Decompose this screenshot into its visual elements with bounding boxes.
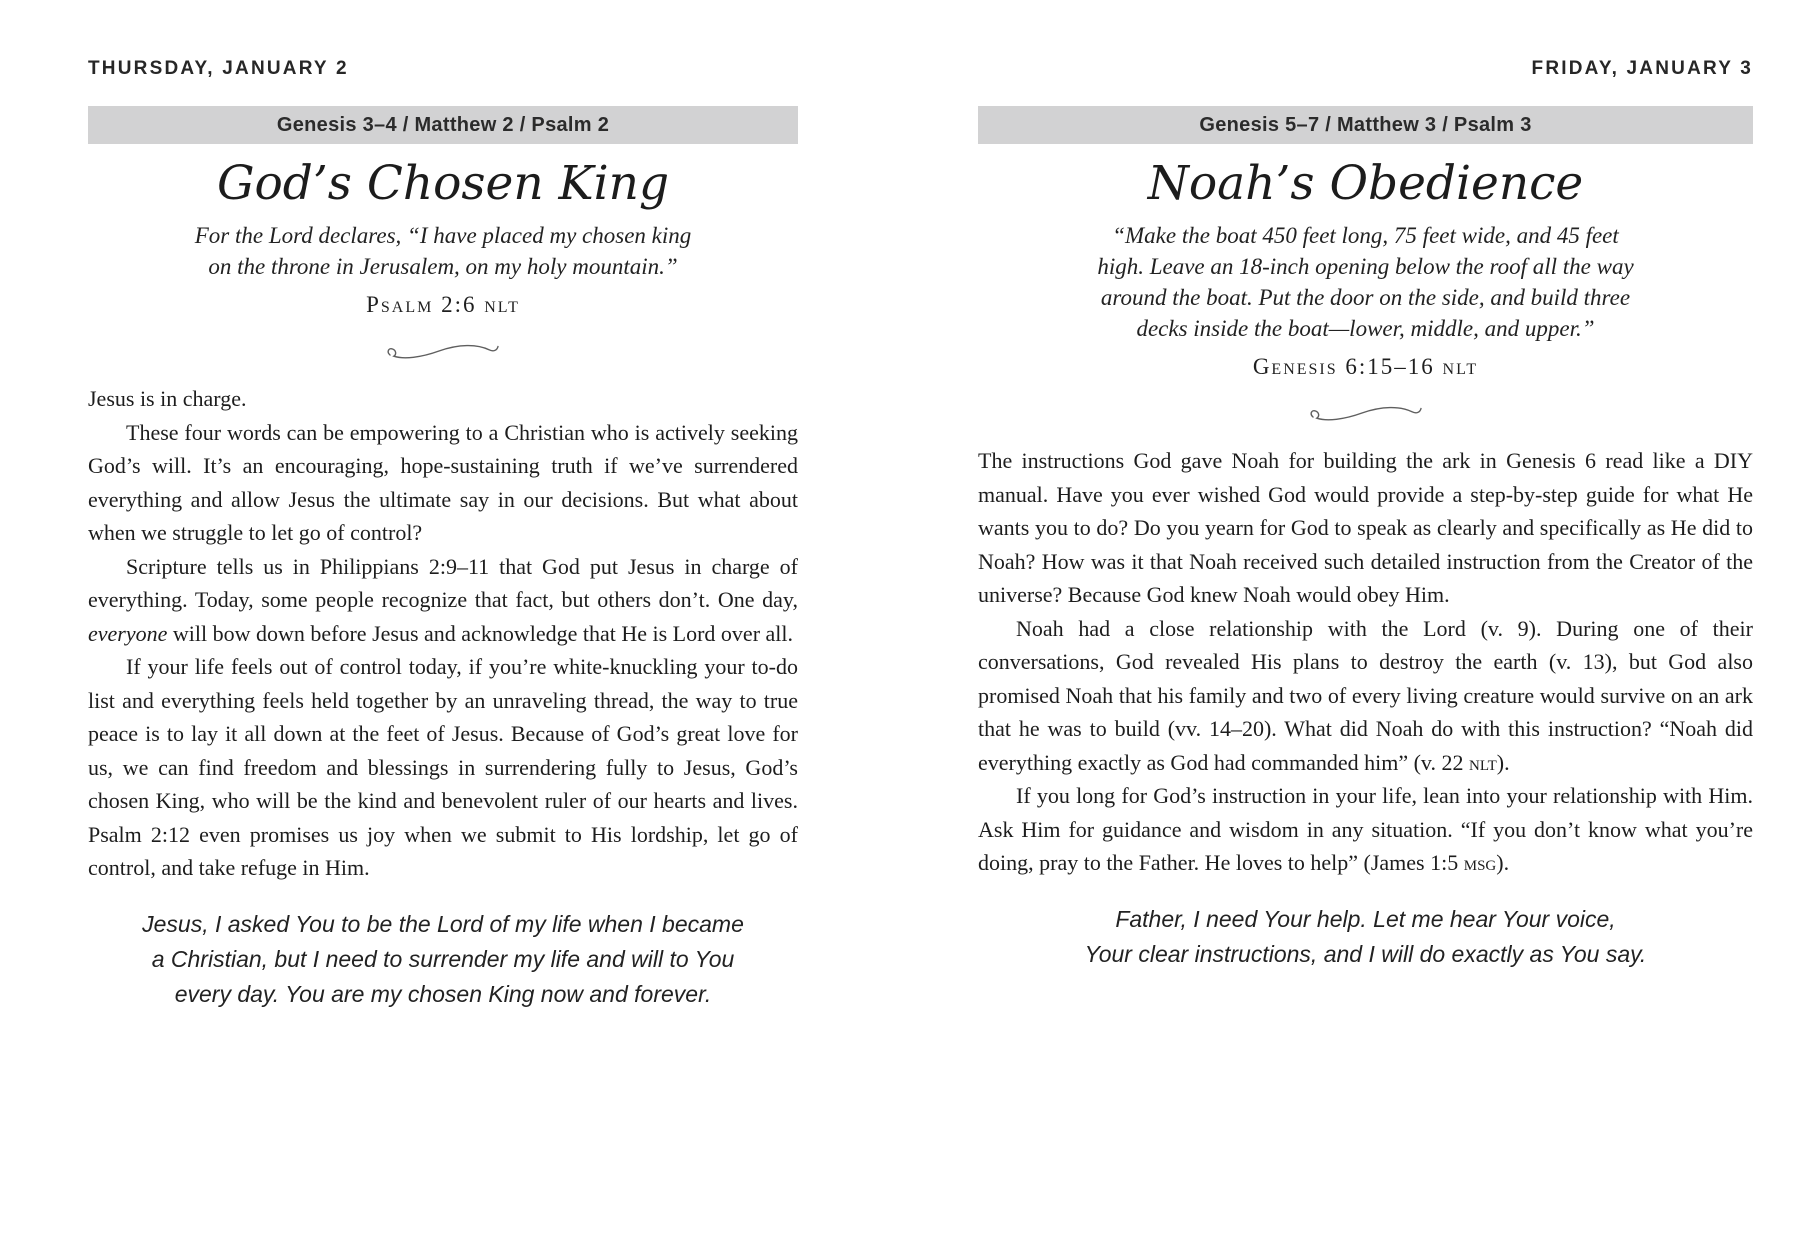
page-left xyxy=(88,0,798,1012)
text-run: will bow down before Jesus and acknowledge that He is Lord over all. xyxy=(167,620,794,646)
date-header: THURSDAY, JANUARY 2 xyxy=(88,58,349,79)
flourish-divider xyxy=(978,402,1753,426)
flourish-divider xyxy=(88,340,798,364)
prayer-line: Father, I need Your help. Let me hear Your voice, xyxy=(1115,905,1616,932)
text-run: If your life feels out of control today, if you’re white-knuckling your to-do list and everything feels held together by an unraveling thread, the way to true peace is to lay it all down at the feet of Jesus. Because of God’s great love for us, we can find freedom and blessings in surrendering fully to Jesus, God’s chosen King, who will be the kind and benevolent ruler of our hearts and lives. Psalm 2:12 even promises us joy when we submit to His lordship, let go of control, and take refuge in Him. xyxy=(88,654,798,880)
prayer-line: a Christian, but I need to surrender my life and will to You xyxy=(151,945,735,972)
closing-prayer xyxy=(88,907,798,1012)
paragraph xyxy=(88,550,798,651)
quote-line: “Make the boat 450 feet long, 75 feet wide, and 45 feet xyxy=(1112,223,1619,248)
prayer-line: every day. You are my chosen King now and forever. xyxy=(174,980,712,1007)
readings-bar xyxy=(88,106,798,144)
paragraph xyxy=(978,444,1753,612)
quote-line: on the throne in Jerusalem, on my holy mountain.” xyxy=(208,254,678,279)
text-run: If you long for God’s instruction in your life, lean into your relationship with Him. Ask Him for guidance and wisdom in any situation. “If you don’t know what you’re doing, pray to the Father. He loves to help” (James 1:5 xyxy=(978,783,1753,875)
devotional-body xyxy=(88,382,798,885)
devotional-body xyxy=(978,444,1753,880)
quote-line: around the boat. Put the door on the side, and build three xyxy=(1100,285,1631,310)
paragraph xyxy=(88,416,798,550)
text-run: Noah had a close relationship with the Lord (v. 9). During one of their conversations, God revealed His plans to destroy the earth (v. 13), but God also promised Noah that his family and two of every living creature would survive on an ark that he was to build (vv. 14–20). What did Noah do with this instruction? “Noah did everything exactly as God had commanded him” (v. 22 xyxy=(978,615,1753,775)
readings-text: Genesis 3–4 / Matthew 2 / Psalm 2 xyxy=(276,113,610,136)
text-run: Jesus is in charge. xyxy=(88,386,247,411)
prayer-line: Jesus, I asked You to be the Lord of my life when I became xyxy=(142,910,744,937)
prayer-line: Your clear instructions, and I will do exactly as You say. xyxy=(1084,940,1647,967)
page-title: God’s Chosen King xyxy=(216,156,670,211)
readings-bar xyxy=(978,106,1753,144)
text-run: everyone xyxy=(88,620,168,646)
paragraph xyxy=(88,382,798,416)
swash-icon xyxy=(385,340,501,364)
page-title: Noah’s Obedience xyxy=(1147,156,1584,211)
text-run: These four words can be empowering to a Christian who is actively seeking God’s will. It’s an encouraging, hope-sustaining truth if we’ve surrendered everything and allow Jesus the ultimate say in our decisions. But what about when we struggle to let go of control? xyxy=(88,419,798,545)
scripture-reference: Psalm 2:6 nlt xyxy=(366,292,520,317)
scripture-quote xyxy=(88,220,798,282)
text-run: ). xyxy=(1496,850,1510,875)
readings-text: Genesis 5–7 / Matthew 3 / Psalm 3 xyxy=(1199,113,1532,136)
date-header: FRIDAY, JANUARY 3 xyxy=(1531,58,1753,79)
paragraph xyxy=(978,612,1753,780)
paragraph xyxy=(88,650,798,885)
closing-prayer xyxy=(978,902,1753,972)
quote-line: high. Leave an 18-inch opening below the roof all the way xyxy=(1097,254,1634,279)
text-run: ). xyxy=(1496,749,1510,775)
scripture-quote xyxy=(978,220,1753,344)
quote-line: For the Lord declares, “I have placed my chosen king xyxy=(194,223,692,248)
page-right xyxy=(978,0,1753,972)
text-run: msg xyxy=(1463,850,1497,875)
paragraph xyxy=(978,779,1753,880)
text-run: Scripture tells us in Philippians 2:9–11 that God put Jesus in charge of everything. Today, some people recognize that fact, but others don’t. One day, xyxy=(88,553,798,612)
text-run: nlt xyxy=(1468,749,1497,775)
scripture-reference: Genesis 6:15–16 nlt xyxy=(1252,354,1479,379)
text-run: The instructions God gave Noah for building the ark in Genesis 6 read like a DIY manual. Have you ever wished God would provide a step-by-step guide for what He wants you to do? Do you yearn for God to speak as clearly and specifically as He did to Noah? How was it that Noah received such detailed instruction from the Creator of the universe? Because God knew Noah would obey Him. xyxy=(978,448,1753,607)
quote-line: decks inside the boat—lower, middle, and upper.” xyxy=(1136,316,1595,341)
swash-icon xyxy=(1308,402,1424,426)
